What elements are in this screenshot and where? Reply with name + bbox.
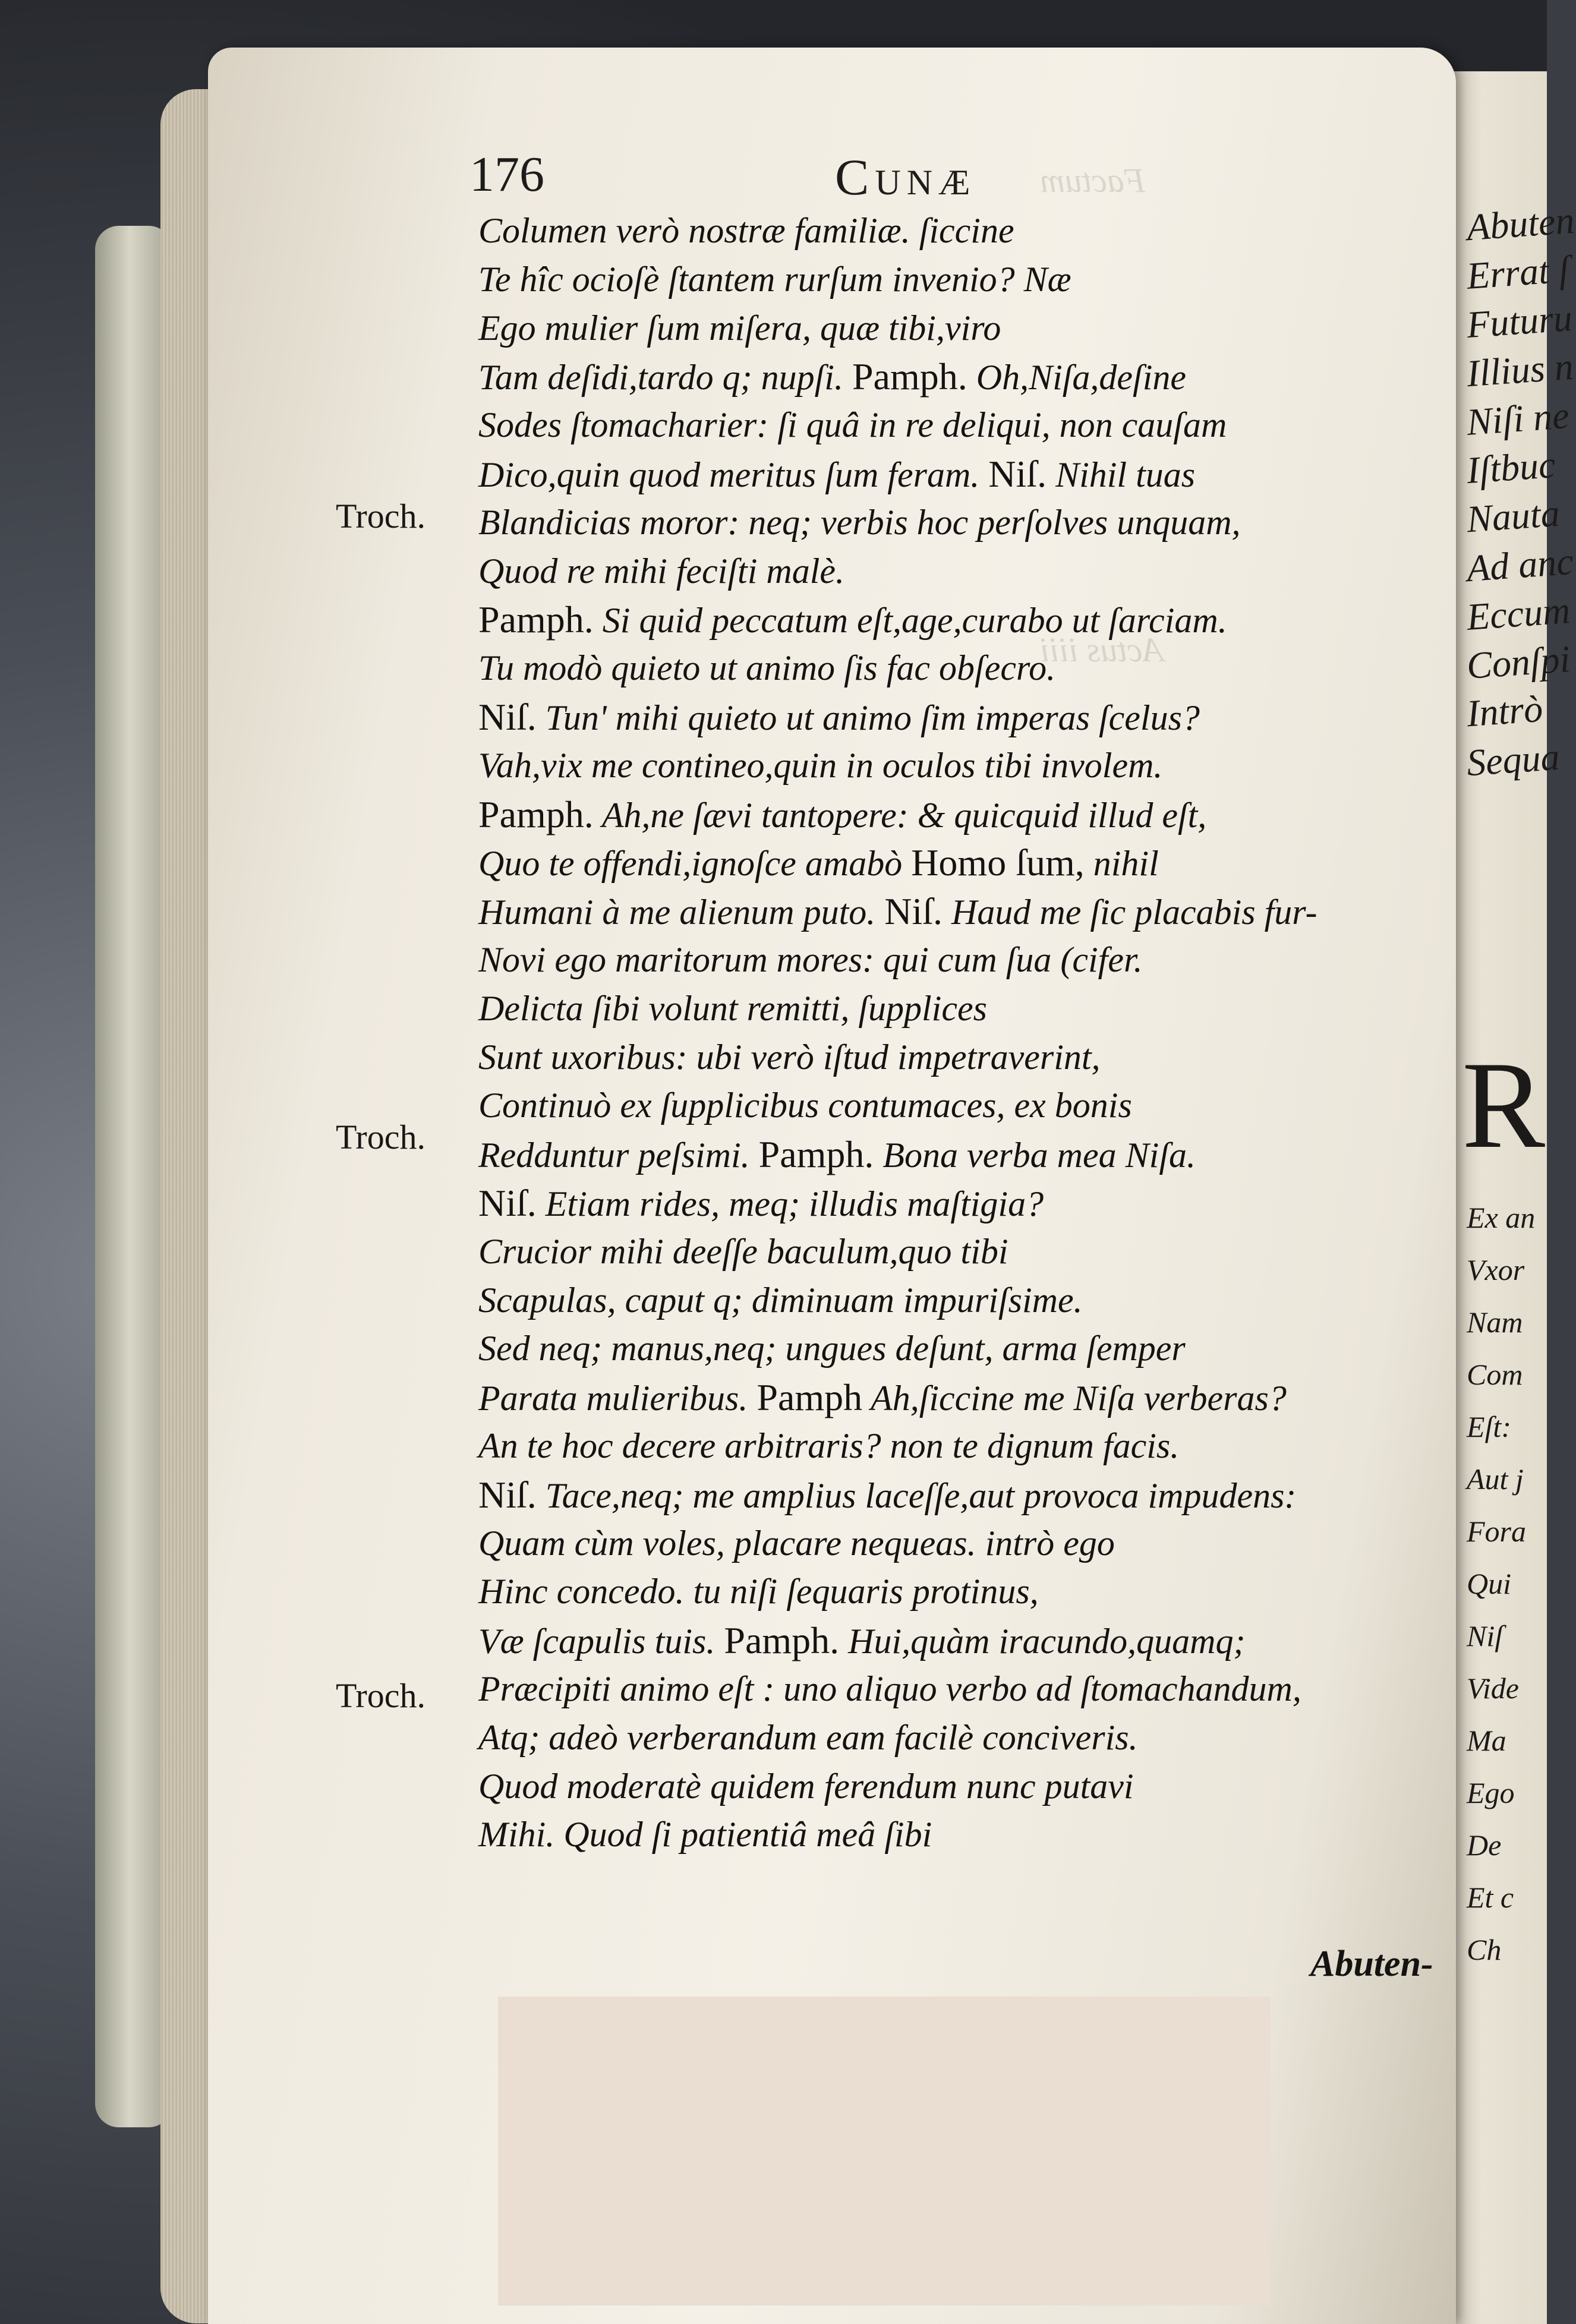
facing-page-line: Errat ſ [1465, 248, 1571, 297]
show-through-text: Actus iiii [1040, 630, 1164, 669]
verse-text: Sodes ſtomacharier: ſi quâ in re deliqui, non cauſam [478, 405, 1227, 445]
verse-line [478, 499, 1453, 547]
verse-line [478, 790, 1453, 839]
facing-page-line: Eſt: [1467, 1410, 1511, 1443]
verse-line [478, 256, 1453, 304]
facing-page-line: Qui [1467, 1567, 1511, 1600]
facing-page-line: Niſ [1467, 1619, 1503, 1653]
facing-page-line: De [1467, 1828, 1502, 1862]
speaker-name: Pamph. [478, 793, 594, 835]
verse-line [478, 1519, 1453, 1568]
facing-page-line: Illius n [1465, 345, 1575, 395]
verse-line [478, 1568, 1453, 1616]
verse-text: Delicta ſibi volunt remitti, ſupplices [478, 988, 987, 1028]
verse-line [478, 985, 1453, 1033]
facing-page-line: Ma [1467, 1724, 1506, 1757]
page-number: 176 [469, 147, 544, 202]
verse-text: Quod re mihi feciſti malè. [478, 551, 844, 591]
facing-page-line: Niſi ne [1465, 394, 1571, 443]
verse-text: Sunt uxoribus: ubi verò iſtud impetraverint, [478, 1037, 1101, 1077]
facing-page-line: Conſpi [1465, 638, 1572, 687]
verse-text: Nihil tuas [1055, 455, 1196, 494]
facing-page-line: Ego [1467, 1776, 1515, 1809]
catchword: Abuten- [1310, 1944, 1433, 1984]
verse-text: nihil [1093, 844, 1159, 884]
facing-page-line: Ad anc [1465, 540, 1575, 590]
facing-page-drop-initial: R [1462, 1036, 1546, 1174]
verse-text: Humani à me alienum puto. [478, 893, 876, 932]
verse-line [478, 1033, 1453, 1082]
verse-text: Etiam rides, meq; illudis maſtigia? [545, 1184, 1044, 1224]
margin-note-troch: Troch. [336, 1676, 425, 1715]
verse-text: (cifer. [1060, 939, 1143, 979]
facing-page-line: Nam [1467, 1306, 1523, 1339]
verse-line [478, 1130, 1453, 1179]
speaker-name: Pamph. [852, 355, 967, 398]
verse-text: Ah,ne ſævi tantopere: & quicquid illud eſt, [601, 795, 1207, 835]
verse-line [478, 547, 1453, 596]
verse-text: Ah,ſiccine me Niſa verberas? [871, 1379, 1287, 1418]
verse-text: Hui,quàm iracundo,quamq; [848, 1622, 1246, 1661]
verse-text: Oh,Niſa,deſine [976, 358, 1187, 398]
facing-page-line: Sequa [1465, 735, 1561, 784]
verse-line [478, 1325, 1453, 1373]
verse-line [478, 304, 1453, 353]
verse-line [478, 936, 1453, 985]
speaker-name: Niſ. [884, 890, 943, 933]
verse-line [478, 887, 1453, 936]
facing-page-line: Eccum [1465, 589, 1572, 638]
redaction-patch [498, 1997, 1271, 2306]
facing-page-line: Vxor [1467, 1253, 1525, 1286]
verse-text: Continuò ex ſupplicibus contumaces, ex bonis [478, 1086, 1132, 1125]
facing-page-line: Et c [1467, 1881, 1514, 1914]
facing-page-line: Ex an [1467, 1201, 1536, 1234]
verse-line [478, 1471, 1453, 1519]
verse-text: Væ ſcapulis tuis. [478, 1622, 715, 1661]
verse-text: Mihi. Quod ſi patientiâ meâ ſibi [478, 1815, 932, 1855]
facing-page-line: Aut j [1467, 1462, 1524, 1496]
verse-text: Quod moderatè quidem ferendum nunc putavi [478, 1766, 1134, 1806]
verse-text: Si quid peccatum eſt,age,curabo ut ſarciam. [602, 601, 1227, 641]
verse-line [478, 450, 1453, 499]
verse-line [478, 644, 1453, 693]
verse-line [478, 1228, 1453, 1276]
margin-note-troch: Troch. [336, 1118, 425, 1156]
verse-line [478, 352, 1453, 401]
verse-text-block [478, 207, 1453, 1859]
verse-text: Quam cùm voles, placare nequeas. intrò ego [478, 1523, 1115, 1563]
speaker-name: Niſ. [478, 1181, 537, 1224]
facing-page-line: Vide [1467, 1672, 1519, 1705]
verse-line [478, 1665, 1453, 1714]
verse-line [478, 838, 1453, 887]
verse-text: Vah,vix me contineo,quin in oculos tibi involem. [478, 745, 1163, 785]
verse-line [478, 401, 1453, 450]
verse-line [478, 1276, 1453, 1325]
verse-line [478, 595, 1453, 644]
speaker-name: Niſ. [988, 452, 1047, 495]
facing-page-line: Fora [1467, 1515, 1526, 1548]
verse-text: Haud me ſic placabis fur- [951, 893, 1317, 932]
facing-page-line: Iſtbuc [1465, 443, 1557, 492]
running-head: Cunæ [835, 149, 976, 206]
verse-text: Tu modò quieto ut animo ſis fac obſecro. [478, 648, 1056, 688]
facing-page-line: Ch [1467, 1933, 1502, 1966]
margin-note-troch: Troch. [336, 497, 425, 535]
verse-text: Tam deſidi,tardo q; nupſi. [478, 358, 843, 398]
verse-line [478, 1179, 1453, 1228]
show-through-text: Factum [1040, 161, 1146, 200]
facing-page-line: Futuru [1465, 296, 1574, 346]
verse-text: Redduntur peſsimi. [478, 1136, 750, 1175]
speaker-name: Homo ſum, [911, 841, 1085, 884]
verse-text: Novi ego maritorum mores: qui cum ſua [478, 939, 1052, 979]
verse-line [478, 1081, 1453, 1130]
verse-text: Tace,neq; me amplius laceſſe,aut provoca impudens: [545, 1475, 1297, 1515]
speaker-name: Pamph. [758, 1133, 874, 1176]
verse-text: Præcipiti animo eſt : uno aliquo verbo ad ſtomachandum, [478, 1669, 1301, 1708]
verse-text: Dico,quin quod meritus ſum feram. [478, 455, 980, 494]
verse-line [478, 1714, 1453, 1762]
verse-line [478, 742, 1453, 790]
facing-page-line: Nauta [1465, 491, 1561, 541]
speaker-name: Pamph [757, 1376, 863, 1419]
verse-text: Parata mulieribus. [478, 1379, 748, 1418]
verse-line [478, 1811, 1453, 1859]
speaker-name: Pamph. [478, 598, 594, 641]
verse-text: Bona verba mea Niſa. [882, 1136, 1196, 1175]
verse-text: Ego mulier ſum miſera, quæ tibi,viro [478, 308, 1001, 348]
verse-text: Te hîc ocioſè ſtantem rurſum invenio? Næ [478, 259, 1071, 299]
verse-text: Quo te offendi,ignoſce amabò [478, 844, 903, 884]
facing-page-line: Intrò [1465, 687, 1545, 735]
verse-text: Columen verò nostræ familiæ. ſiccine [478, 211, 1014, 250]
facing-page-line: Com [1467, 1358, 1523, 1391]
verse-line [478, 207, 1453, 256]
verse-text: Atq; adeò verberandum eam facilè conciveris. [478, 1717, 1138, 1757]
speaker-name: Pamph. [724, 1619, 840, 1662]
verse-line [478, 693, 1453, 742]
verse-text: Crucior mihi deeſſe baculum,quo tibi [478, 1231, 1008, 1271]
verse-line [478, 1373, 1453, 1422]
verse-line [478, 1762, 1453, 1811]
verse-text: Hinc concedo. tu niſi ſequaris protinus, [478, 1572, 1039, 1612]
speaker-name: Niſ. [478, 695, 537, 738]
verse-text: An te hoc decere arbitraris? non te dignum facis. [478, 1426, 1180, 1465]
facing-page-line: Abuten [1465, 198, 1576, 249]
verse-line [478, 1422, 1453, 1471]
verse-line [478, 1616, 1453, 1665]
verse-text: Scapulas, caput q; diminuam impuriſsime. [478, 1280, 1083, 1320]
verse-text: Blandicias moror: neq; verbis hoc perſolves unquam, [478, 502, 1241, 542]
verse-text: Tun' mihi quieto ut animo ſim imperas ſcelus? [545, 698, 1200, 737]
verse-text: Sed neq; manus,neq; ungues deſunt, arma ſemper [478, 1329, 1186, 1368]
speaker-name: Niſ. [478, 1473, 537, 1516]
